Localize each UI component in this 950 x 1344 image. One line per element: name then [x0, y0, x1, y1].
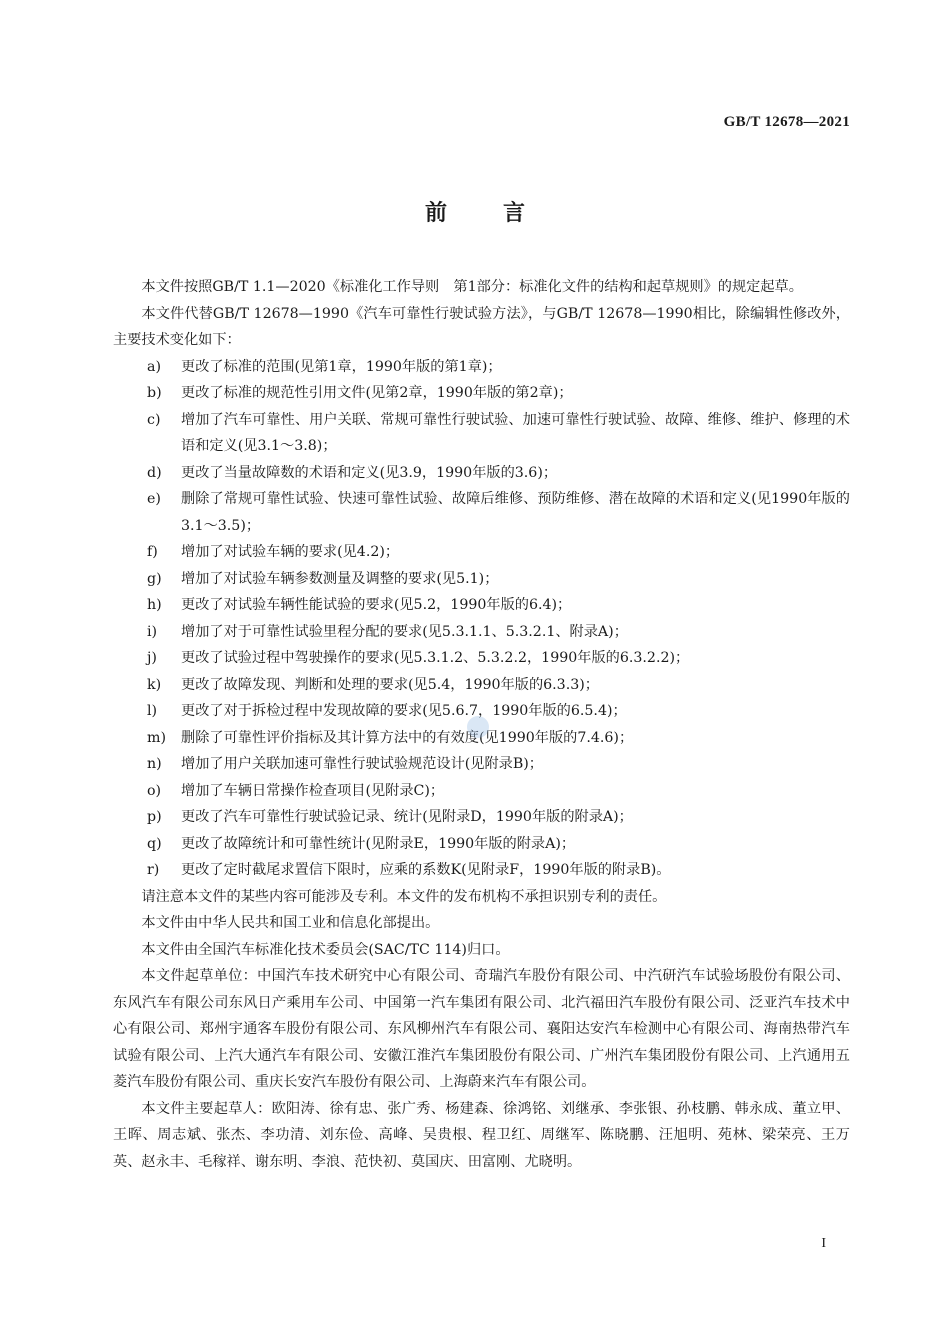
change-item-text: 增加了用户关联加速可靠性行驶试验规范设计(见附录B)；	[181, 756, 543, 772]
change-item-text: 更改了当量故障数的术语和定义(见3.9，1990年版的3.6)；	[181, 464, 558, 481]
change-item	[113, 566, 850, 593]
change-item	[113, 831, 850, 858]
title-char-1: 前	[424, 201, 447, 226]
change-item-text: 更改了对于拆检过程中发现故障的要求(见5.6.7，1990年版的6.5.4)；	[181, 703, 627, 719]
change-item-text: 更改了试验过程中驾驶操作的要求(见5.3.1.2、5.3.2.2，1990年版的6.3.2.2)；	[181, 650, 690, 666]
change-item-label: c)	[147, 411, 161, 428]
change-item-text: 删除了可靠性评价指标及其计算方法中的有效度(见1990年版的7.4.6)；	[181, 729, 634, 746]
change-item-text: 更改了标准的范围(见第1章，1990年版的第1章)；	[181, 358, 502, 375]
change-item-text: 更改了标准的规范性引用文件(见第2章，1990年版的第2章)；	[181, 385, 573, 401]
change-item-label: p)	[147, 809, 162, 825]
page-number: I	[821, 1236, 826, 1251]
change-item	[113, 380, 850, 407]
closing-paragraph: 本文件由全国汽车标准化技术委员会(SAC/TC 114)归口。	[141, 941, 510, 958]
change-item-label: f)	[147, 544, 158, 560]
change-item-label: m)	[147, 729, 166, 746]
change-item	[113, 486, 850, 539]
change-item-label: a)	[147, 358, 161, 375]
change-item-text: 删除了常规可靠性试验、快速可靠性试验、故障后维修、预防维修、潜在故障的术语和定义(见1990年版的3.1～3.5)；	[181, 491, 850, 534]
change-item	[113, 592, 850, 619]
intro-paragraph: 本文件代替GB/T 12678—1990《汽车可靠性行驶试验方法》，与GB/T 12678—1990相比，除编辑性修改外，主要技术变化如下：	[113, 305, 850, 348]
standard-number: GB/T 12678—2021	[723, 114, 850, 130]
drafting-units-paragraph: 本文件起草单位：中国汽车技术研究中心有限公司、奇瑞汽车股份有限公司、中汽研汽车试验场股份有限公司、东风汽车有限公司东风日产乘用车公司、中国第一汽车集团有限公司、北汽福田汽车股份有限公司、泛亚汽车技术中心有限公司、郑州宇通客车股份有限公司、东风柳州汽车有限公司、襄阳达安汽车检测中心有限公司、海南热带汽车试验有限公司、上汽大通汽车有限公司、安徽江淮汽车集团股份有限公司、广州汽车集团股份有限公司、上汽通用五菱汽车股份有限公司、重庆长安汽车股份有限公司、上海蔚来汽车有限公司。	[113, 968, 850, 1090]
change-item-text: 增加了对试验车辆参数测量及调整的要求(见5.1)；	[181, 570, 499, 587]
change-item-label: i)	[147, 623, 158, 640]
change-item	[113, 539, 850, 566]
change-item-label: h)	[147, 597, 162, 613]
change-item	[113, 645, 850, 672]
change-item-text: 增加了对试验车辆的要求(见4.2)；	[181, 544, 400, 560]
watermark-mark	[467, 716, 489, 738]
drafters-paragraph: 本文件主要起草人：欧阳涛、徐有忠、张广秀、杨建森、徐鸿铭、刘继承、李张银、孙枝鹏、韩永成、董立甲、王晖、周志斌、张杰、李功清、刘东俭、高峰、吴贵根、程卫红、周继军、陈晓鹏、汪旭明、苑林、梁荣亮、王万英、赵永丰、毛稼祥、谢东明、李浪、范快初、莫国庆、田富刚、尤晓明。	[113, 1100, 850, 1170]
change-item	[113, 751, 850, 778]
change-item	[113, 407, 850, 460]
change-item-label: e)	[147, 491, 161, 507]
change-item-label: n)	[147, 756, 162, 772]
change-item-text: 增加了车辆日常操作检查项目(见附录C)；	[181, 782, 445, 799]
change-item-label: g)	[147, 570, 162, 587]
change-item	[113, 460, 850, 487]
change-item	[113, 804, 850, 831]
change-item	[113, 672, 850, 699]
page-title	[0, 196, 950, 227]
change-item-label: k)	[147, 676, 162, 693]
change-item-label: l)	[147, 703, 158, 719]
change-item-text: 增加了汽车可靠性、用户关联、常规可靠性行驶试验、加速可靠性行驶试验、故障、维修、维护、修理的术语和定义(见3.1～3.8)；	[181, 411, 850, 454]
change-item-label: o)	[147, 782, 162, 799]
change-item-text: 更改了故障统计和可靠性统计(见附录E，1990年版的附录A)；	[181, 835, 576, 852]
change-item-text: 更改了汽车可靠性行驶试验记录、统计(见附录D，1990年版的附录A)；	[181, 809, 633, 825]
change-item	[113, 778, 850, 805]
closing-paragraph: 本文件由中华人民共和国工业和信息化部提出。	[141, 915, 440, 931]
intro-paragraph: 本文件按照GB/T 1.1—2020《标准化工作导则 第1部分：标准化文件的结构和起草规则》的规定起草。	[141, 279, 803, 295]
change-item-text: 更改了定时截尾求置信下限时，应乘的系数K(见附录F，1990年版的附录B)。	[181, 862, 671, 878]
change-item	[113, 857, 850, 884]
change-item-label: b)	[147, 385, 162, 401]
title-char-2: 言	[503, 201, 526, 226]
change-item	[113, 619, 850, 646]
change-item-label: q)	[147, 835, 162, 852]
change-item-label: d)	[147, 464, 162, 481]
change-item-label: j)	[147, 650, 157, 666]
change-item	[113, 354, 850, 381]
closing-paragraph: 请注意本文件的某些内容可能涉及专利。本文件的发布机构不承担识别专利的责任。	[141, 888, 667, 905]
change-item-text: 增加了对于可靠性试验里程分配的要求(见5.3.1.1、5.3.2.1、附录A)；	[181, 623, 628, 640]
change-item-label: r)	[147, 862, 160, 878]
change-item-text: 更改了对试验车辆性能试验的要求(见5.2，1990年版的6.4)；	[181, 597, 572, 613]
change-item-text: 更改了故障发现、判断和处理的要求(见5.4，1990年版的6.3.3)；	[181, 676, 599, 693]
